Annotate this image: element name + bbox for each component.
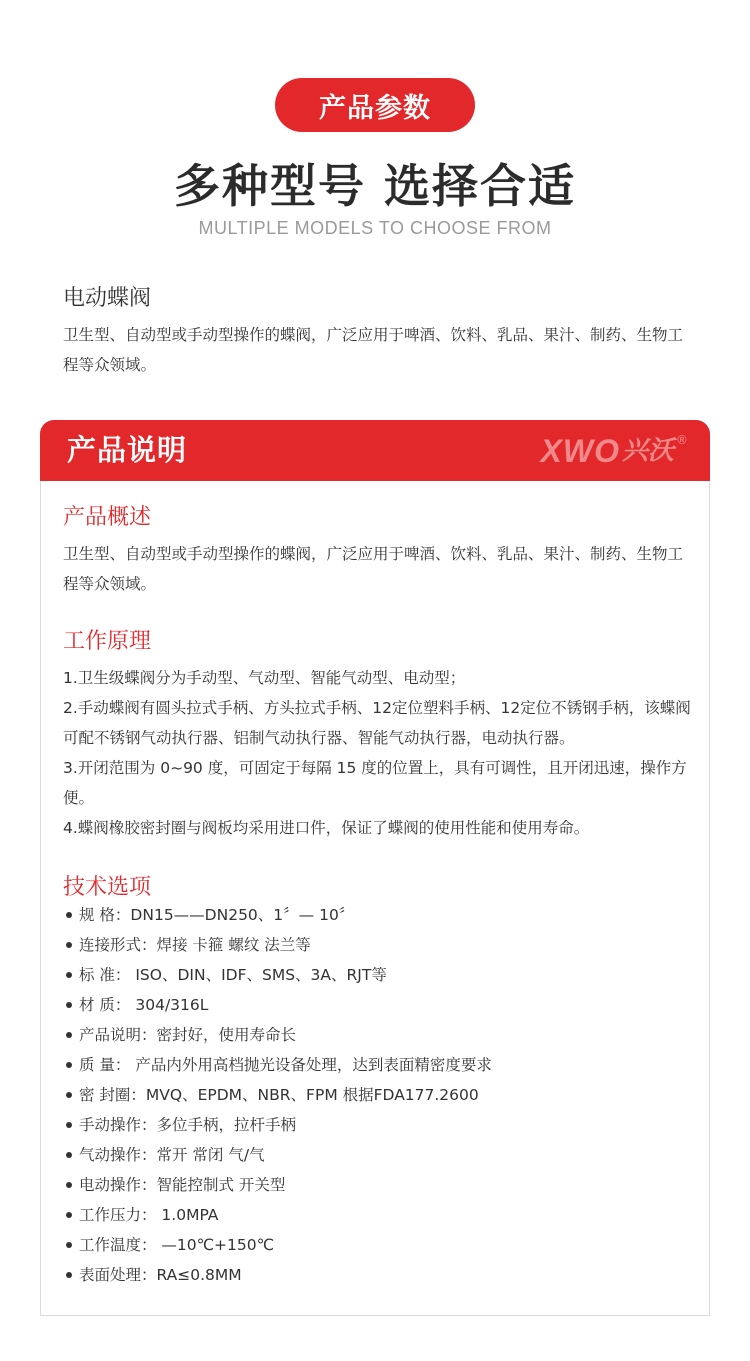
page-subheadline: MULTIPLE MODELS TO CHOOSE FROM <box>198 218 552 238</box>
spec-text: 密 封圈：MVQ、EPDM、NBR、FPM 根据FDA177.2600 <box>79 1086 479 1104</box>
spec-text: 材 质： 304/316L <box>79 996 209 1014</box>
spec-text: 质 量： 产品内外用高档抛光设备处理，达到表面精密度要求 <box>79 1056 492 1074</box>
bullet-icon <box>66 972 72 978</box>
principle-line: 2.手动蝶阀有圆头拉式手柄、方头拉式手柄、12定位塑料手柄、12定位不锈钢手柄，该蝶阀可配不锈钢气动执行器、铝制气动执行器、智能气动执行器，电动执行器。 <box>63 699 691 747</box>
bullet-icon <box>66 1002 72 1008</box>
product-name: 电动蝶阀 <box>63 286 152 311</box>
bullet-icon <box>66 1032 72 1038</box>
spec-item <box>66 1200 686 1230</box>
panel-header <box>40 420 710 481</box>
logo-latin: XWO <box>540 433 620 469</box>
spec-item <box>66 1140 686 1170</box>
principle-line: 3.开闭范围为 0~90 度，可固定于每隔 15 度的位置上，具有可调性，且开闭迅速，操作方便。 <box>63 759 687 807</box>
spec-item <box>66 1260 686 1290</box>
logo-chinese: 兴沃 <box>621 436 674 466</box>
overview-text: 卫生型、自动型或手动型操作的蝶阀，广泛应用于啤酒、饮料、乳品、果汁、制药、生物工程等众领域。 <box>63 545 684 593</box>
bullet-icon <box>66 1272 72 1278</box>
bullet-icon <box>66 1242 72 1248</box>
spec-text: 气动操作：常开 常闭 气/气 <box>79 1146 265 1164</box>
specs-list <box>66 900 686 1290</box>
spec-item <box>66 930 686 960</box>
overview-title: 产品概述 <box>63 505 152 530</box>
principle-line: 4.蝶阀橡胶密封圈与阀板均采用进口件，保证了蝶阀的使用性能和使用寿命。 <box>63 819 590 837</box>
spec-item <box>66 960 686 990</box>
panel-title: 产品说明 <box>67 433 188 467</box>
spec-text: 工作压力： 1.0MPA <box>79 1206 219 1224</box>
spec-text: 工作温度： —10℃+150℃ <box>79 1236 275 1254</box>
principle-text <box>63 663 691 843</box>
registered-mark: ® <box>676 433 688 447</box>
spec-item <box>66 990 686 1020</box>
spec-text: 电动操作：智能控制式 开关型 <box>79 1176 286 1194</box>
spec-item <box>66 1110 686 1140</box>
spec-item <box>66 1020 686 1050</box>
principle-line: 1.卫生级蝶阀分为手动型、气动型、智能气动型、电动型； <box>63 669 466 687</box>
bullet-icon <box>66 1122 72 1128</box>
spec-item <box>66 900 686 930</box>
bullet-icon <box>66 912 72 918</box>
section-badge: 产品参数 <box>275 78 475 132</box>
bullet-icon <box>66 1182 72 1188</box>
spec-text: 表面处理：RA≤0.8MM <box>79 1266 242 1284</box>
bullet-icon <box>66 1152 72 1158</box>
spec-text: 手动操作：多位手柄，拉杆手柄 <box>79 1116 297 1134</box>
bullet-icon <box>66 1062 72 1068</box>
page-headline: 多种型号 选择合适 <box>173 159 576 213</box>
spec-item <box>66 1170 686 1200</box>
spec-text: 连接形式：焊接 卡箍 螺纹 法兰等 <box>79 936 311 954</box>
brand-logo <box>541 431 688 471</box>
spec-item <box>66 1080 686 1110</box>
spec-item <box>66 1230 686 1260</box>
bullet-icon <box>66 1212 72 1218</box>
spec-text: 标 准： ISO、DIN、IDF、SMS、3A、RJT等 <box>79 966 387 984</box>
product-intro: 卫生型、自动型或手动型操作的蝶阀，广泛应用于啤酒、饮料、乳品、果汁、制药、生物工程等众领域。 <box>63 326 684 374</box>
spec-text: 规 格：DN15——DN250、1〞— 10〞 <box>79 906 355 924</box>
bullet-icon <box>66 942 72 948</box>
spec-item <box>66 1050 686 1080</box>
bullet-icon <box>66 1092 72 1098</box>
spec-text: 产品说明：密封好，使用寿命长 <box>79 1026 297 1044</box>
specs-title: 技术选项 <box>63 875 152 900</box>
principle-title: 工作原理 <box>63 629 152 654</box>
